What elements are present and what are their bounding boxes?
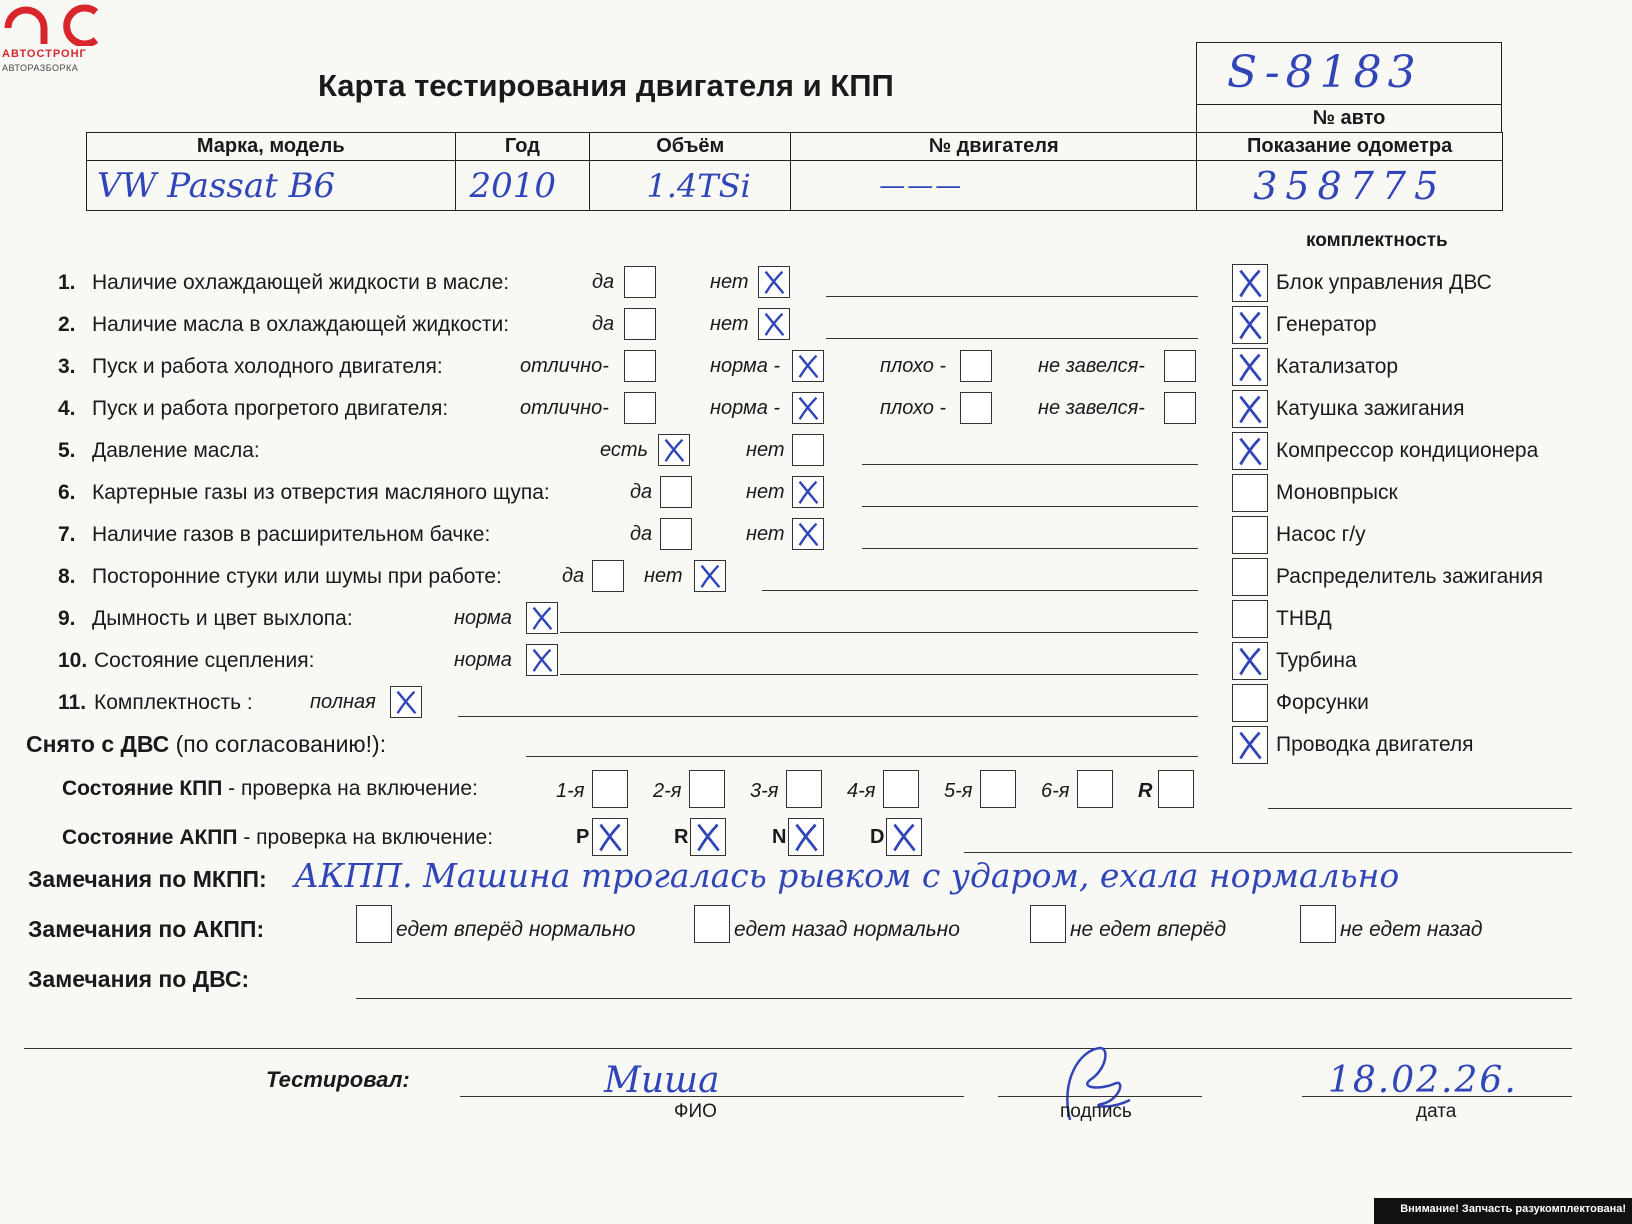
option-label: да — [592, 271, 615, 293]
component-label: Распределитель зажигания — [1276, 565, 1544, 588]
write-line — [826, 338, 1198, 339]
question-text: Пуск и работа холодного двигателя: — [92, 355, 443, 378]
check-mark-icon — [1233, 307, 1267, 343]
gear-label: P — [576, 826, 590, 848]
brand-logo-icon — [2, 2, 102, 46]
checkbox[interactable] — [792, 392, 824, 424]
component-checkbox[interactable] — [1232, 558, 1268, 596]
gear-checkbox[interactable] — [1077, 770, 1113, 808]
write-line — [862, 506, 1198, 507]
option-label: не завелся- — [1038, 355, 1145, 377]
removed-label-bold: Снято с ДВС — [26, 731, 170, 757]
component-label: Турбина — [1276, 649, 1357, 672]
col-engine-no: № двигателя — [791, 133, 1197, 161]
option-label: не завелся- — [1038, 397, 1145, 419]
volume-value: 1.4TSi — [646, 166, 751, 205]
mkpp-remarks-label: Замечания по МКПП: — [28, 866, 267, 892]
checkbox[interactable] — [624, 266, 656, 298]
checkbox[interactable] — [758, 308, 790, 340]
option-label: норма - — [710, 397, 781, 419]
tester-name-value: Миша — [604, 1060, 720, 1101]
component-label: Катушка зажигания — [1276, 397, 1465, 420]
warning-text: Внимание! Запчасть разукомплектована! — [1400, 1203, 1626, 1215]
question-text: Наличие охлаждающей жидкости в масле: — [92, 271, 510, 294]
mkpp-remarks-value: АКПП. Машина трогалась рывком с ударом, ехала нормально — [294, 856, 1400, 895]
checkbox[interactable] — [792, 476, 824, 508]
question-number: 6. — [58, 481, 76, 504]
component-checkbox[interactable] — [1232, 474, 1268, 512]
question-text: Наличие газов в расширительном бачке: — [92, 523, 491, 546]
gear-label: R — [674, 826, 689, 848]
question-text: Пуск и работа прогретого двигателя: — [92, 397, 449, 420]
gear-checkbox[interactable] — [788, 818, 824, 856]
check-mark-icon — [759, 309, 789, 339]
question-number: 5. — [58, 439, 76, 462]
gear-label: D — [870, 826, 885, 848]
option-label: плохо - — [880, 397, 947, 419]
question-number: 3. — [58, 355, 76, 378]
checkbox[interactable] — [624, 392, 656, 424]
question-number: 4. — [58, 397, 76, 420]
checkbox[interactable] — [660, 518, 692, 550]
kpp-label-rest: - проверка на включение: — [222, 777, 478, 800]
checkbox[interactable] — [1164, 350, 1196, 382]
check-mark-icon — [1233, 265, 1267, 301]
akpp-label — [62, 826, 493, 850]
check-mark-icon — [593, 819, 627, 855]
component-label: Моновпрыск — [1276, 481, 1398, 504]
check-mark-icon — [793, 351, 823, 381]
gear-label: 1-я — [556, 780, 585, 802]
check-mark-icon — [1233, 349, 1267, 385]
check-mark-icon — [759, 267, 789, 297]
year-value: 2010 — [469, 165, 557, 206]
component-label: ТНВД — [1276, 607, 1332, 630]
gear-checkbox[interactable] — [1158, 770, 1194, 808]
page-title: Карта тестирования двигателя и КПП — [318, 68, 894, 103]
check-mark-icon — [527, 603, 557, 633]
check-mark-icon — [391, 687, 421, 717]
checkbox-no-backward[interactable] — [1300, 905, 1336, 943]
car-id-box — [1196, 42, 1502, 104]
write-line — [24, 1048, 1572, 1049]
write-line — [526, 756, 1198, 757]
akpp-remarks-label: Замечания по АКПП: — [28, 916, 265, 942]
component-label: Насос г/у — [1276, 523, 1366, 546]
odometer-value: 358775 — [1253, 163, 1447, 208]
gear-checkbox[interactable] — [883, 770, 919, 808]
question-number: 10. — [58, 649, 88, 672]
checkbox[interactable] — [592, 560, 624, 592]
akpp-label-rest: - проверка на включение: — [237, 826, 494, 849]
gear-checkbox[interactable] — [886, 818, 922, 856]
option-label: да — [630, 523, 653, 545]
component-label: Проводка двигателя — [1276, 733, 1474, 756]
removed-label — [26, 731, 386, 758]
kpp-label — [62, 777, 478, 801]
kpp-label-bold: Состояние КПП — [62, 777, 223, 800]
col-odometer: Показание одометра — [1197, 133, 1503, 161]
gear-label: 3-я — [750, 780, 779, 802]
gear-label: R — [1138, 780, 1153, 802]
option-label: нет — [746, 481, 785, 503]
write-line — [458, 716, 1198, 717]
write-line — [762, 590, 1198, 591]
checkbox[interactable] — [624, 350, 656, 382]
check-mark-icon — [695, 561, 725, 591]
check-mark-icon — [1233, 433, 1267, 469]
dvs-remarks-label: Замечания по ДВС: — [28, 966, 250, 992]
write-line — [560, 632, 1198, 633]
question-number: 11. — [58, 691, 87, 714]
signature-caption: подпись — [1060, 1101, 1132, 1122]
gear-label: N — [772, 826, 787, 848]
question-text: Состояние сцепления: — [94, 649, 315, 672]
component-label: Компрессор кондиционера — [1276, 439, 1539, 462]
component-checkbox[interactable] — [1232, 516, 1268, 554]
option-label: нет — [710, 313, 749, 335]
option-label: да — [592, 313, 615, 335]
option-forward-ok: едет вперёд нормально — [396, 918, 636, 941]
write-line — [1302, 1096, 1572, 1097]
model-value: VW Passat B6 — [97, 165, 336, 206]
checkbox[interactable] — [390, 686, 422, 718]
question-text: Картерные газы из отверстия масляного щупа: — [92, 481, 550, 504]
component-label: Блок управления ДВС — [1276, 271, 1492, 294]
checkbox[interactable] — [526, 602, 558, 634]
check-mark-icon — [691, 819, 725, 855]
component-checkbox[interactable] — [1232, 390, 1268, 428]
engine-no-value: ——— — [879, 170, 964, 201]
date-value: 18.02.26. — [1328, 1060, 1518, 1101]
option-label: норма — [454, 607, 512, 629]
checkbox-forward-ok[interactable] — [356, 905, 392, 943]
header-table — [86, 132, 1503, 211]
brand-sub: АВТОРАЗБОРКА — [2, 63, 79, 73]
question-text: Наличие масла в охлаждающей жидкости: — [92, 313, 510, 336]
gear-label: 2-я — [653, 780, 682, 802]
component-checkbox[interactable] — [1232, 264, 1268, 302]
car-id-value: S-8183 — [1227, 47, 1422, 98]
component-label: Генератор — [1276, 313, 1377, 336]
component-checkbox[interactable] — [1232, 726, 1268, 764]
checkbox[interactable] — [694, 560, 726, 592]
write-line — [862, 548, 1198, 549]
checkbox[interactable] — [960, 392, 992, 424]
question-number: 1. — [58, 271, 76, 294]
check-mark-icon — [789, 819, 823, 855]
option-label: отлично- — [520, 355, 609, 377]
checkbox-no-forward[interactable] — [1030, 905, 1066, 943]
option-label: нет — [710, 271, 749, 293]
option-label: да — [630, 481, 653, 503]
check-mark-icon — [1233, 727, 1267, 763]
check-mark-icon — [659, 435, 689, 465]
gear-label: 6-я — [1041, 780, 1070, 802]
col-year: Год — [455, 133, 590, 161]
gear-label: 5-я — [944, 780, 973, 802]
gear-checkbox[interactable] — [980, 770, 1016, 808]
option-label: плохо - — [880, 355, 947, 377]
write-line — [1268, 808, 1572, 809]
warning-bar — [1374, 1198, 1632, 1224]
write-line — [356, 998, 1572, 999]
option-label: норма - — [710, 355, 781, 377]
checkbox[interactable] — [624, 308, 656, 340]
gear-checkbox[interactable] — [689, 770, 725, 808]
tested-label: Тестировал: — [266, 1067, 410, 1092]
checkbox[interactable] — [758, 266, 790, 298]
check-mark-icon — [793, 519, 823, 549]
checkbox[interactable] — [792, 518, 824, 550]
write-line — [862, 464, 1198, 465]
date-caption: дата — [1416, 1101, 1457, 1122]
option-backward-ok: едет назад нормально — [734, 918, 960, 941]
checkbox[interactable] — [792, 434, 824, 466]
question-number: 8. — [58, 565, 76, 588]
checkbox[interactable] — [660, 476, 692, 508]
check-mark-icon — [1233, 643, 1267, 679]
option-label: нет — [644, 565, 683, 587]
option-label: норма — [454, 649, 512, 671]
write-line — [826, 296, 1198, 297]
gear-checkbox[interactable] — [786, 770, 822, 808]
option-label: есть — [600, 439, 649, 461]
component-checkbox[interactable] — [1232, 432, 1268, 470]
fio-caption: ФИО — [674, 1101, 717, 1122]
component-checkbox[interactable] — [1232, 684, 1268, 722]
gear-label: 4-я — [847, 780, 876, 802]
write-line — [998, 1096, 1202, 1097]
write-line — [964, 852, 1572, 853]
component-checkbox[interactable] — [1232, 348, 1268, 386]
check-mark-icon — [793, 393, 823, 423]
write-line — [460, 1096, 964, 1097]
col-volume: Объём — [590, 133, 791, 161]
option-label: да — [562, 565, 585, 587]
option-label: отлично- — [520, 397, 609, 419]
check-mark-icon — [793, 477, 823, 507]
check-mark-icon — [887, 819, 921, 855]
component-checkbox[interactable] — [1232, 306, 1268, 344]
question-text: Дымность и цвет выхлопа: — [92, 607, 353, 630]
gear-checkbox[interactable] — [690, 818, 726, 856]
akpp-label-bold: Состояние АКПП — [62, 826, 238, 849]
question-number: 7. — [58, 523, 76, 546]
car-id-label: № авто — [1196, 104, 1502, 132]
checkbox-backward-ok[interactable] — [694, 905, 730, 943]
option-label: нет — [746, 439, 785, 461]
component-label: Катализатор — [1276, 355, 1399, 378]
question-text: Давление масла: — [92, 439, 260, 462]
checkbox[interactable] — [658, 434, 690, 466]
check-mark-icon — [1233, 391, 1267, 427]
checkbox[interactable] — [960, 350, 992, 382]
write-line — [560, 674, 1198, 675]
completeness-title: комплектность — [1306, 230, 1448, 251]
question-text: Посторонние стуки или шумы при работе: — [92, 565, 502, 588]
option-no-forward: не едет вперёд — [1070, 918, 1227, 941]
gear-checkbox[interactable] — [592, 770, 628, 808]
option-label: полная — [310, 691, 376, 713]
brand-name: АВТОСТРОНГ — [2, 48, 87, 60]
removed-label-rest: (по согласованию!): — [169, 731, 387, 757]
option-label: нет — [746, 523, 785, 545]
col-model: Марка, модель — [87, 133, 456, 161]
gear-checkbox[interactable] — [592, 818, 628, 856]
question-number: 2. — [58, 313, 76, 336]
component-checkbox[interactable] — [1232, 642, 1268, 680]
question-number: 9. — [58, 607, 76, 630]
checkbox[interactable] — [792, 350, 824, 382]
component-checkbox[interactable] — [1232, 600, 1268, 638]
option-no-backward: не едет назад — [1340, 918, 1483, 941]
checkbox[interactable] — [1164, 392, 1196, 424]
question-text: Комплектность : — [94, 691, 253, 714]
checkbox[interactable] — [526, 644, 558, 676]
component-label: Форсунки — [1276, 691, 1369, 714]
check-mark-icon — [527, 645, 557, 675]
